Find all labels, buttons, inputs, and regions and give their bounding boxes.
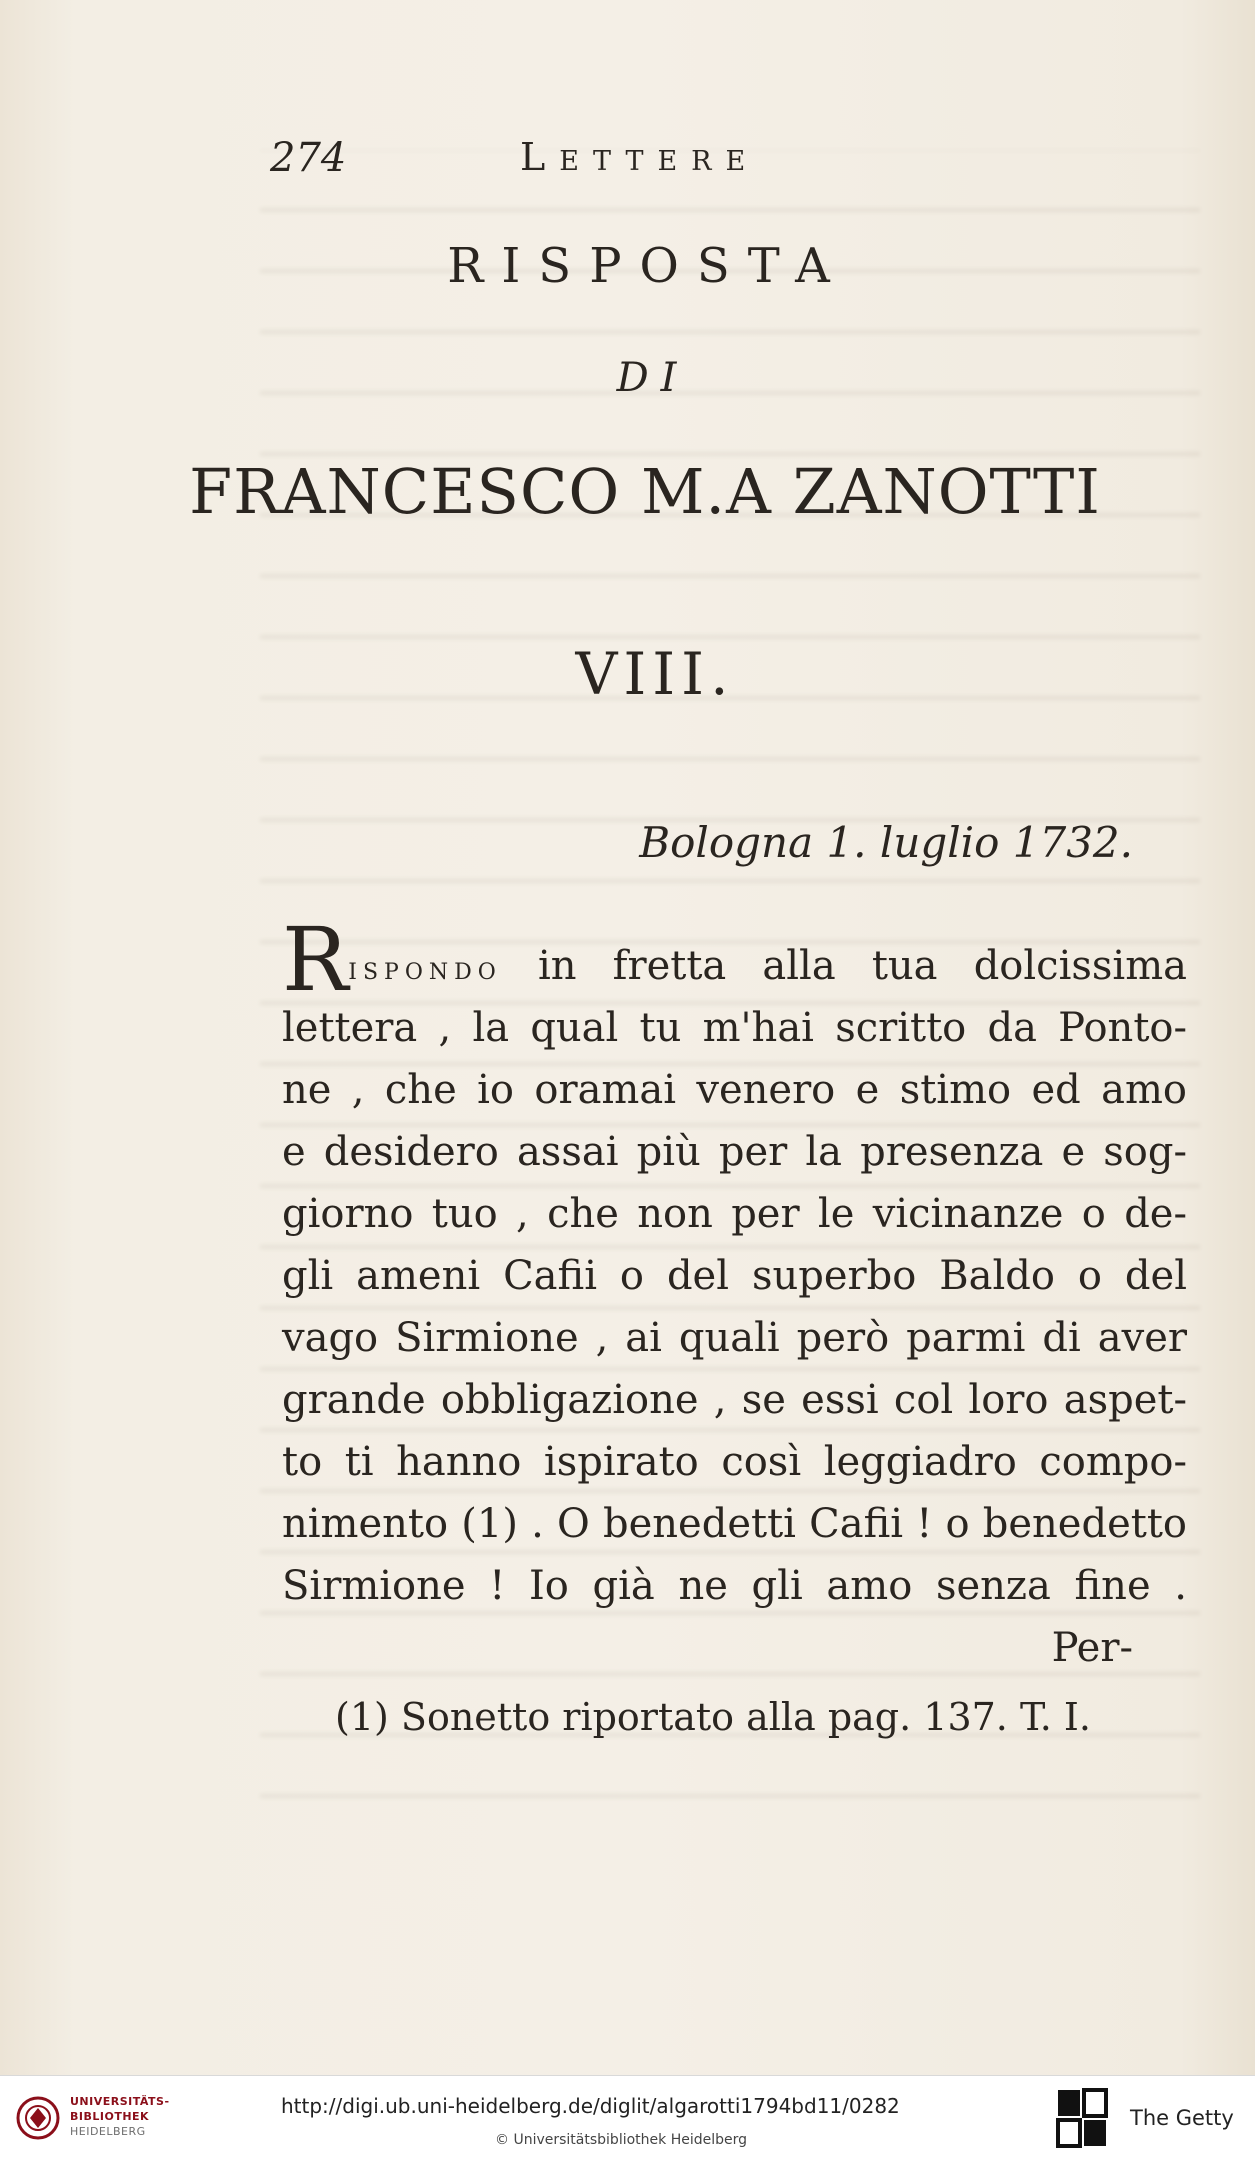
running-title: Lettere xyxy=(520,135,760,179)
heading-di: DI xyxy=(616,355,689,401)
drop-cap: R xyxy=(282,908,349,1011)
body-line-text: in fretta alla tua dolcissima xyxy=(537,943,1187,989)
getty-logo-icon xyxy=(1056,2086,1108,2152)
body-line: to ti hanno ispirato così leggiadro compo- xyxy=(282,1439,1187,1485)
letter-number: VIII. xyxy=(575,640,735,708)
catchword: Per- xyxy=(1051,1625,1133,1671)
permalink-url[interactable]: http://digi.ub.uni-heidelberg.de/diglit/algarotti1794bd11/0282 xyxy=(281,2094,900,2118)
copyright-notice: © Universitätsbibliothek Heidelberg xyxy=(495,2132,748,2148)
body-line: lettera , la qual tu m'hai scritto da Ponto- xyxy=(282,1005,1187,1051)
partner-name: The Getty xyxy=(1130,2106,1234,2130)
heading-author: FRANCESCO M.A ZANOTTI xyxy=(189,455,1101,528)
body-line: ne , che io oramai venero e stimo ed amo xyxy=(282,1067,1187,1113)
viewer-footer xyxy=(0,2075,1255,2166)
body-line: Sirmione ! Io già ne gli amo senza fine . xyxy=(282,1563,1187,1609)
heading-risposta: RISPOSTA xyxy=(447,238,848,294)
letter-body xyxy=(282,908,1187,1617)
running-head xyxy=(270,135,1220,185)
body-line: giorno tuo , che non per le vicinanze o de- xyxy=(282,1191,1187,1237)
page-number: 274 xyxy=(270,135,347,181)
dateline: Bologna 1. luglio 1732. xyxy=(639,818,1133,867)
institution-name: UNIVERSITÄTS- BIBLIOTHEK HEIDELBERG xyxy=(70,2095,170,2138)
body-line-first xyxy=(282,908,1187,1011)
footnote: (1) Sonetto riportato alla pag. 137. T. I. xyxy=(335,1695,1091,1739)
university-seal-icon xyxy=(16,2096,60,2140)
body-line: e desidero assai più per la presenza e sog- xyxy=(282,1129,1187,1175)
body-line: vago Sirmione , ai quali però parmi di aver xyxy=(282,1315,1187,1361)
body-line: grande obbligazione , se essi col loro aspet- xyxy=(282,1377,1187,1423)
body-line: nimento (1) . O benedetti Cafii ! o benedetto xyxy=(282,1501,1187,1547)
first-word-smallcaps: ispondo xyxy=(348,949,502,987)
body-line: gli ameni Cafii o del superbo Baldo o del xyxy=(282,1253,1187,1299)
